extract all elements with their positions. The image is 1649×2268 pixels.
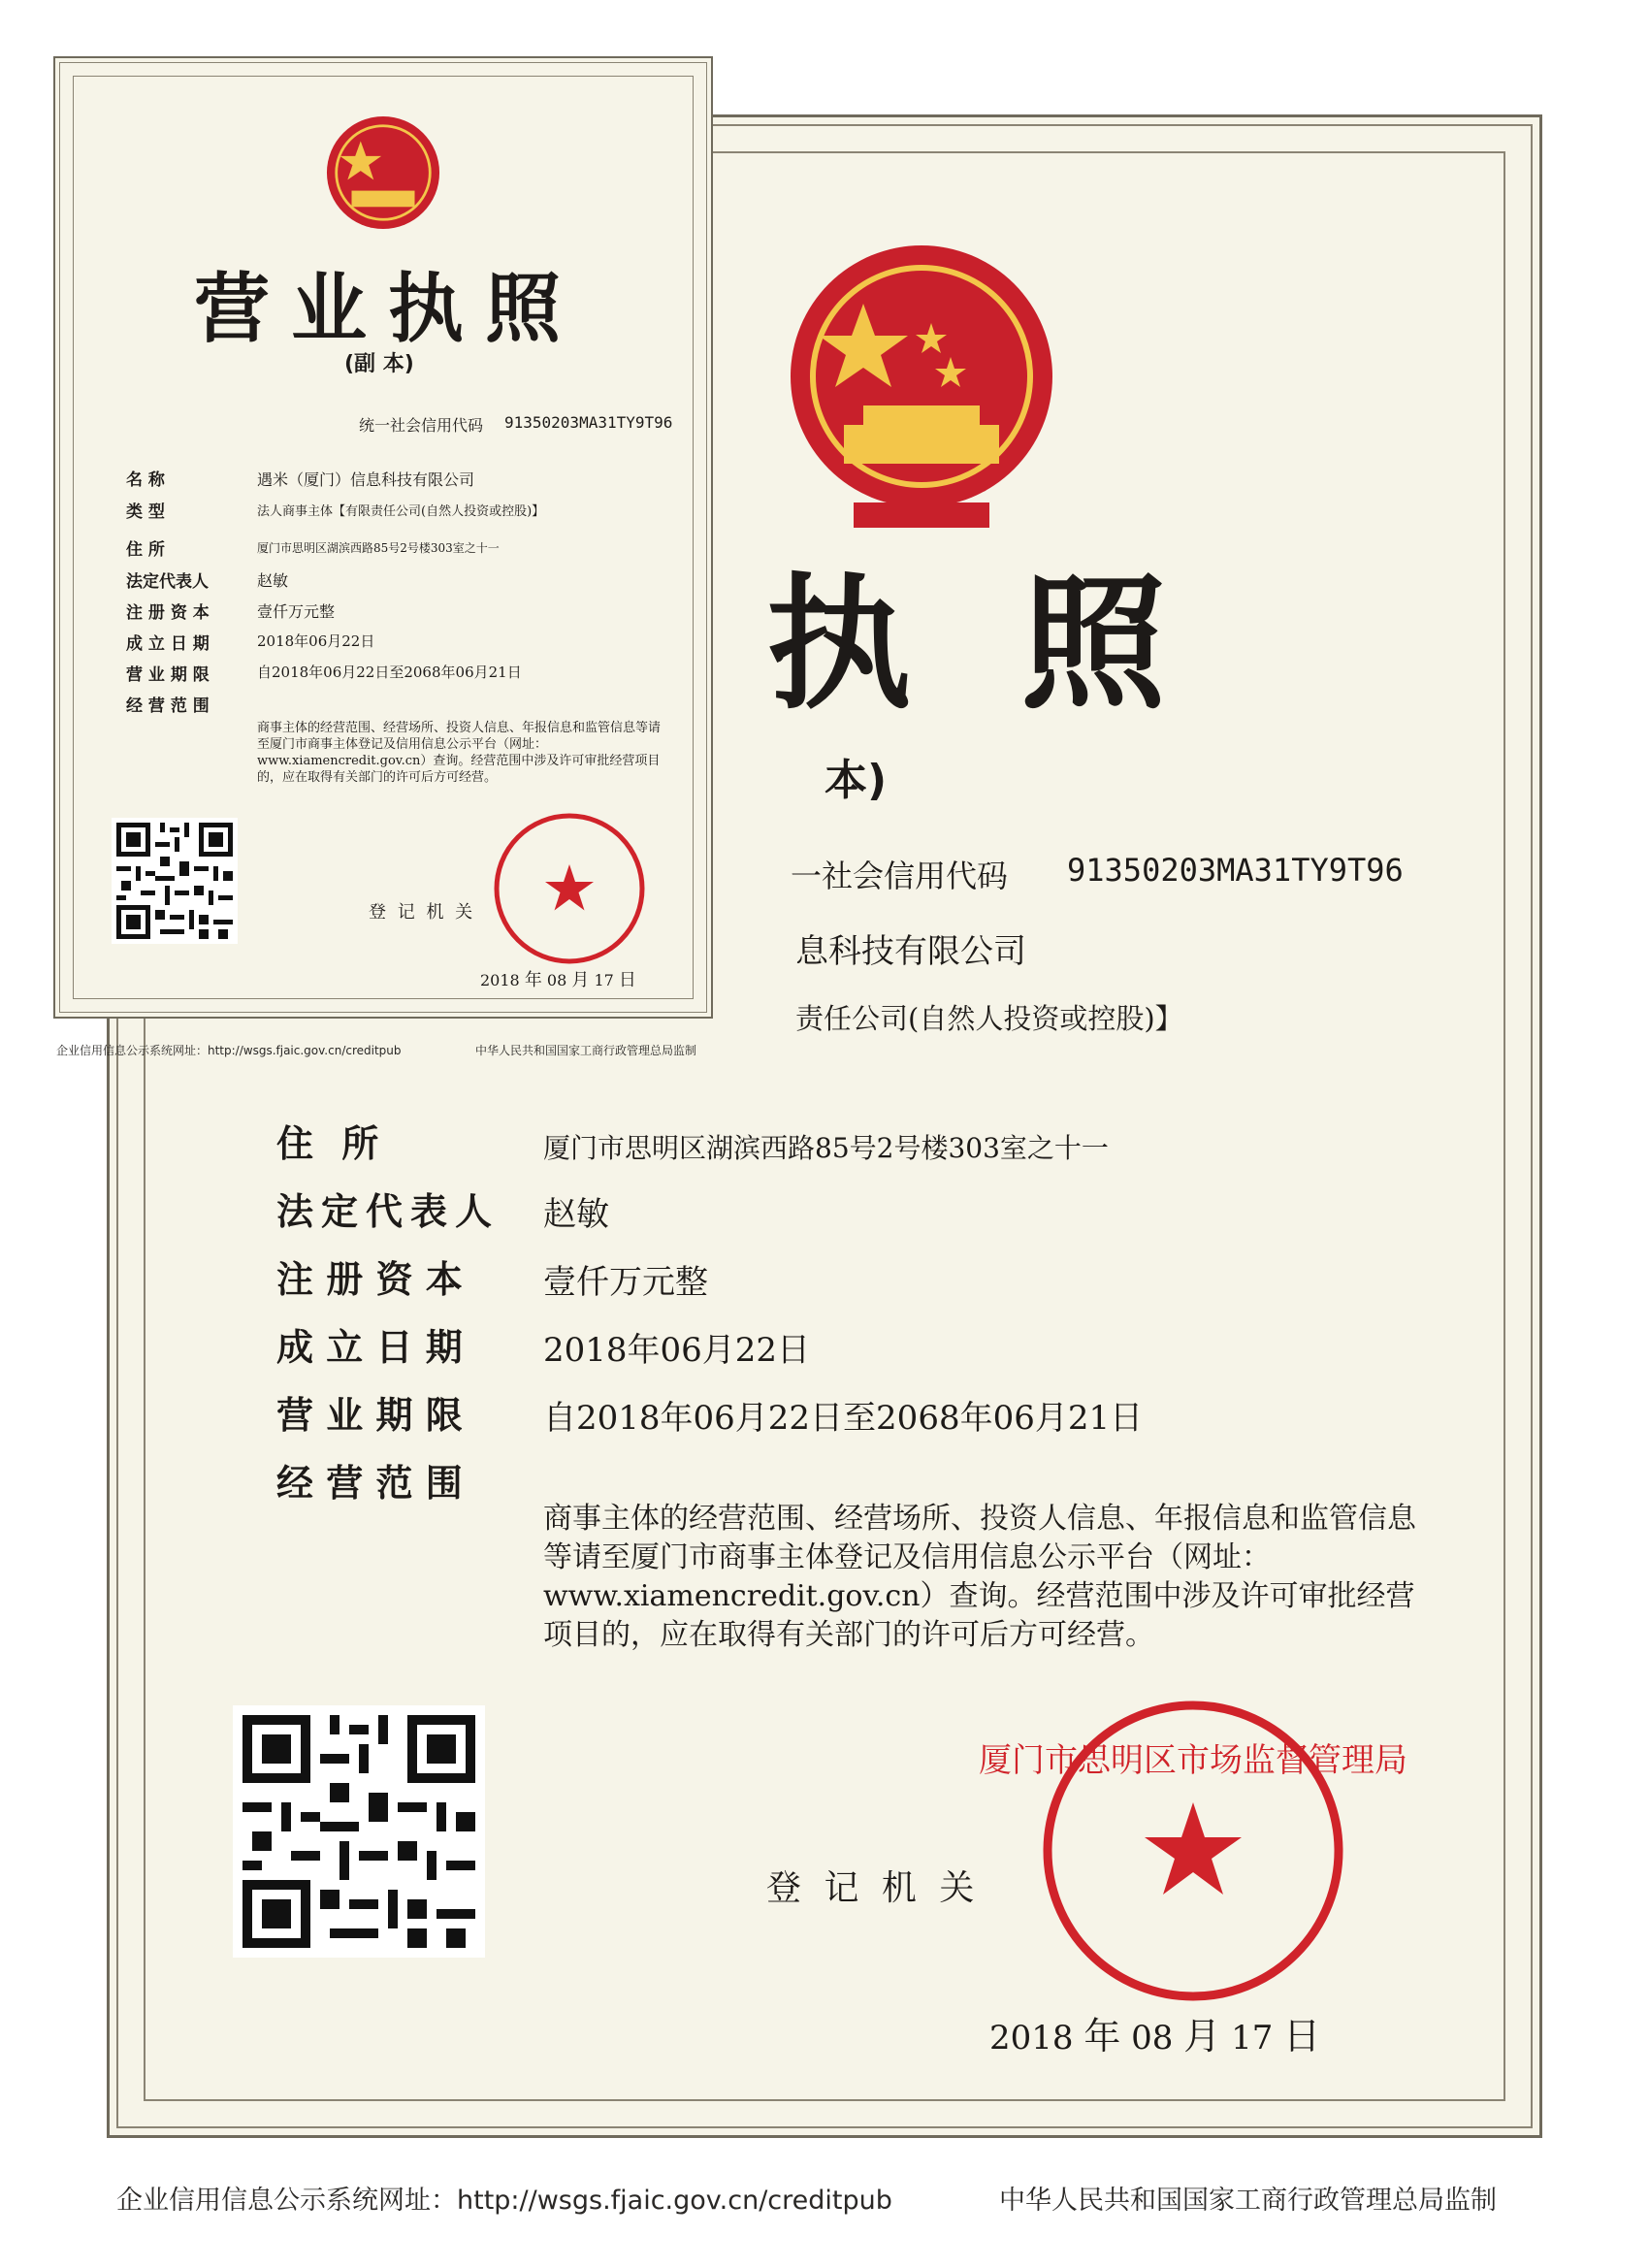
established-value: 2018年06月22日: [257, 632, 375, 650]
address-label: 住 所: [276, 1122, 387, 1165]
credit-code-label: 一社会信用代码: [791, 858, 1009, 894]
legal-rep-label: 法定代表人: [276, 1190, 501, 1233]
issue-day: 17: [594, 971, 614, 989]
qr-code-icon: [233, 1705, 485, 1958]
national-emblem-icon: [320, 110, 446, 236]
established-label: 成 立 日 期: [126, 634, 210, 654]
credit-code-label: 统一社会信用代码: [359, 416, 484, 435]
seal-text: 厦门市思明区市场监督管理局: [979, 1741, 1407, 1780]
term-value: 自2018年06月22日至2068年06月21日: [543, 1399, 1144, 1438]
issue-month-char: 月: [1183, 2015, 1221, 2057]
star-icon: [1145, 1802, 1242, 1895]
term-label: 营 业 期 限: [126, 665, 210, 685]
certificate-title: 营业执照: [194, 266, 583, 353]
issue-year: 2018: [989, 2019, 1074, 2057]
official-seal-icon: [979, 1696, 1407, 2006]
issue-day: 17: [1231, 2019, 1274, 2057]
term-label: 营 业 期 限: [276, 1394, 463, 1437]
scope-value: 商事主体的经营范围、经营场所、投资人信息、年报信息和监管信息等请至厦门市商事主体登记及信用信息公示平台（网址：www.xiamencredit.gov.cn）查询。经营范围中涉及许可审批经营项目的，应在取得有关部门的许可后方可经营。: [543, 1502, 1416, 1652]
credit-code-value: 91350203MA31TY9T96: [1067, 852, 1404, 889]
issue-month: 08: [546, 971, 567, 989]
credit-code-value: 91350203MA31TY9T96: [504, 413, 673, 432]
star-icon: [545, 864, 594, 911]
footer-supervisor-small: 中华人民共和国国家工商行政管理总局监制: [475, 1044, 697, 1057]
address-value: 厦门市思明区湖滨西路85号2号楼303室之十一: [543, 1132, 1109, 1164]
certificate-title: 执 照: [766, 561, 1196, 729]
company-type-value: 责任公司(自然人投资或控股)】: [795, 1002, 1183, 1035]
issue-month-char: 月: [571, 970, 590, 990]
issue-year-char: 年: [524, 970, 542, 990]
scope-label: 经 营 范 围: [126, 697, 210, 716]
certificate-subtitle: 本): [824, 756, 888, 805]
issue-year-char: 年: [1083, 2015, 1121, 2057]
capital-label: 注 册 资 本: [276, 1258, 463, 1301]
name-label: 名 称: [126, 470, 165, 490]
legal-rep-value: 赵敏: [257, 571, 289, 590]
certificate-subtitle: (副 本): [344, 352, 414, 376]
established-label: 成 立 日 期: [276, 1326, 463, 1369]
footer-url-small: 企业信用信息公示系统网址：http://wsgs.fjaic.gov.cn/creditpub: [56, 1044, 402, 1057]
official-seal-icon: [492, 811, 647, 966]
address-label: 住 所: [126, 540, 165, 560]
address-value: 厦门市思明区湖滨西路85号2号楼303室之十一: [257, 541, 500, 555]
qr-code-icon: [112, 818, 238, 944]
issue-day-char: 日: [1283, 2015, 1321, 2057]
capital-label: 注 册 资 本: [126, 603, 210, 623]
registration-authority-label: 登 记 机 关: [766, 1868, 981, 1908]
name-value: 遇米（厦门）信息科技有限公司: [257, 470, 475, 489]
capital-value: 壹仟万元整: [257, 602, 336, 621]
established-value: 2018年06月22日: [543, 1331, 811, 1370]
footer-supervisor-big: 中华人民共和国国家工商行政管理总局监制: [999, 2186, 1497, 2216]
registration-authority-label: 登 记 机 关: [369, 902, 476, 923]
issue-month: 08: [1131, 2019, 1174, 2057]
legal-rep-value: 赵敏: [543, 1195, 609, 1234]
scope-value: 商事主体的经营范围、经营场所、投资人信息、年报信息和监管信息等请至厦门市商事主体登记及信用信息公示平台（网址：www.xiamencredit.gov.cn）查询。经营范围中涉及许可审批经营项目的，应在取得有关部门的许可后方可经营。: [257, 721, 662, 785]
type-label: 类 型: [126, 502, 165, 522]
issue-day-char: 日: [618, 970, 636, 990]
company-name-value: 息科技有限公司: [795, 932, 1026, 971]
type-value: 法人商事主体【有限责任公司(自然人投资或控股)】: [257, 504, 545, 519]
legal-rep-label: 法定代表人: [126, 572, 209, 592]
term-value: 自2018年06月22日至2068年06月21日: [257, 664, 522, 681]
business-license-copy: [53, 56, 713, 1019]
issue-date: [480, 966, 636, 991]
scope-label: 经 营 范 围: [276, 1462, 463, 1505]
issue-year: 2018: [480, 971, 520, 989]
issue-date: [989, 2006, 1320, 2059]
footer-url-big: 企业信用信息公示系统网址：http://wsgs.fjaic.gov.cn/creditpub: [116, 2186, 892, 2216]
capital-value: 壹仟万元整: [543, 1263, 708, 1302]
